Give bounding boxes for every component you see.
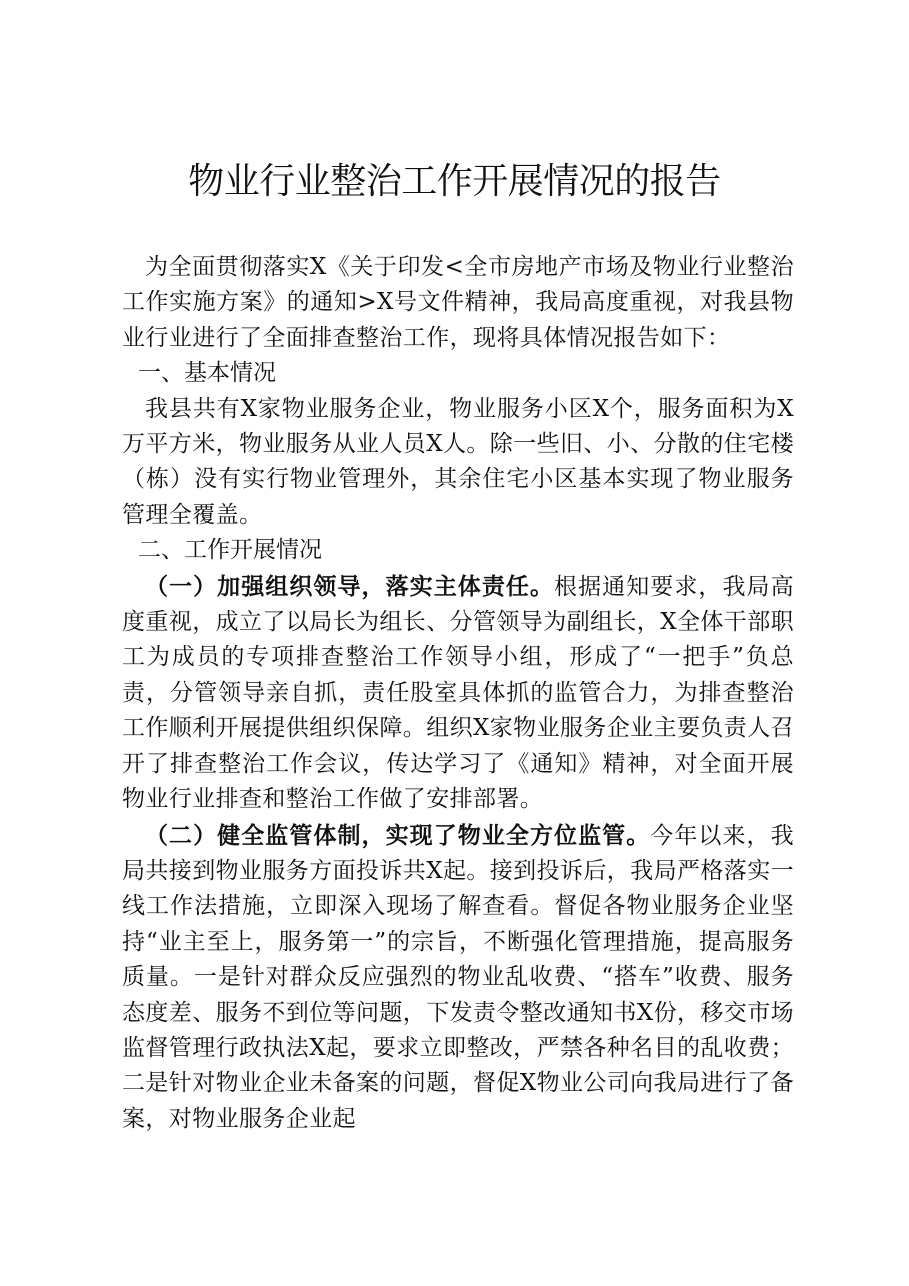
intro-paragraph: 为全面贯彻落实X《关于印发<全市房地产市场及物业行业整治工作实施方案》的通知>X号文件精神，我局高度重视，对我县物业行业进行了全面排查整治工作，现将具体情况报告如下： xyxy=(122,254,794,351)
section-heading-work: 二、工作开展情况 xyxy=(138,537,322,564)
work-item-2-lead: （二）健全监管体制，实现了物业全方位监管。 xyxy=(145,821,651,849)
section-heading-basic: 一、基本情况 xyxy=(138,360,276,387)
work-item-2-paragraph xyxy=(122,818,794,1138)
work-item-1-text: 根据通知要求，我局高度重视，成立了以局长为组长、分管领导为副组长，X全体干部职工为成员的专项排查整治工作领导小组，形成了“一把手”负总责，分管领导亲自抓，责任股室具体抓的监管合力，为排查整治工作顺利开展提供组织保障。组织X家物业服务企业主要负责人召开了排查整治工作会议，传达学习了《通知》精神，对全面开展物业行业排查和整治工作做了安排部署。 xyxy=(122,573,794,813)
work-item-1-lead: （一）加强组织领导，落实主体责任。 xyxy=(145,572,555,600)
work-item-2-text: 今年以来，我局共接到物业服务方面投诉共X起。接到投诉后，我局严格落实一线工作法措施，立即深入现场了解查看。督促各物业服务企业坚持“业主至上，服务第一”的宗旨，不断强化管理措施，提高服务质量。一是针对群众反应强烈的物业乱收费、“搭车”收费、服务态度差、服务不到位等问题，下发责令整改通知书X份，移交市场监督管理行政执法X起，要求立即整改，严禁各种名目的乱收费；二是针对物业企业未备案的问题，督促X物业公司向我局进行了备案，对物业服务企业起 xyxy=(122,822,795,1132)
work-item-1-paragraph xyxy=(122,569,794,818)
document-title: 物业行业整治工作开展情况的报告 xyxy=(188,161,721,202)
basic-situation-paragraph: 我县共有X家物业服务企业，物业服务小区X个，服务面积为X万平方米，物业服务从业人员X人。除一些旧、小、分散的住宅楼（栋）没有实行物业管理外，其余住宅小区基本实现了物业服务管理全覆盖。 xyxy=(122,395,794,528)
document-body xyxy=(122,250,794,1137)
